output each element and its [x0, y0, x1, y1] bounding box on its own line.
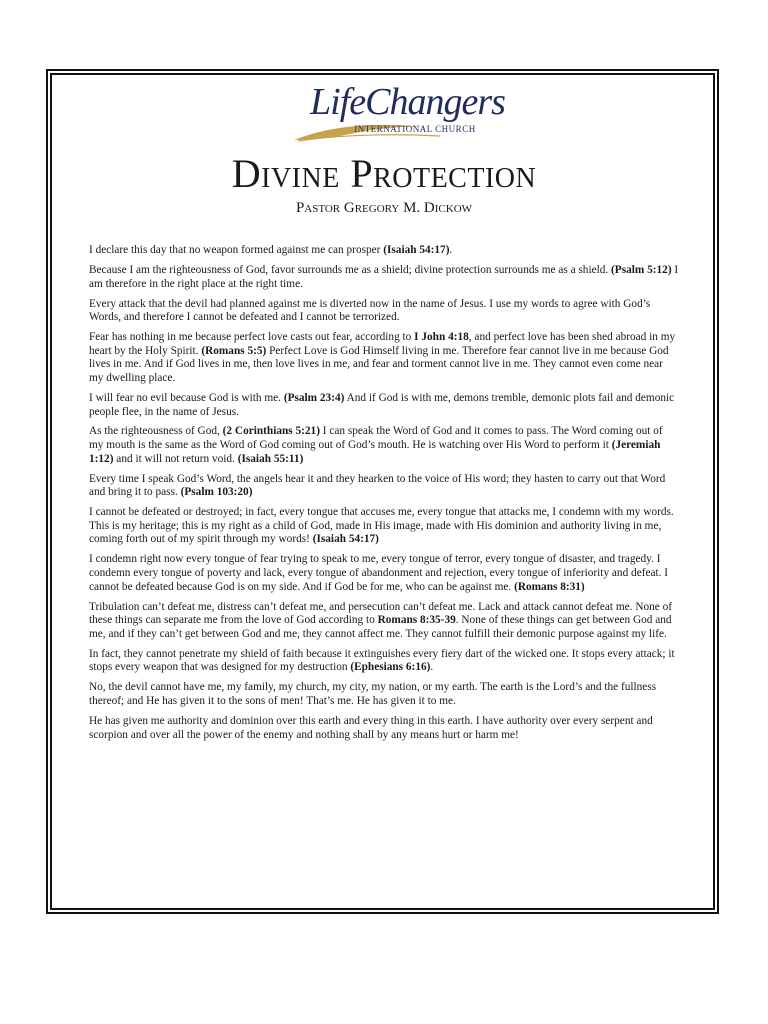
- logo-subtitle: INTERNATIONAL CHURCH: [354, 124, 476, 134]
- scripture-reference: (Romans 8:31): [514, 580, 585, 593]
- scripture-reference: (Romans 5:5): [201, 344, 267, 357]
- church-logo: [290, 80, 505, 148]
- paragraph-11: [89, 648, 679, 675]
- paragraph-text: Fear has nothing in me because perfect love casts out fear, according to: [89, 331, 415, 344]
- author-line: Pastor Gregory M. Dickow: [295, 200, 473, 216]
- paragraph-text: Perfect Love is God Himself living in me. Therefore fear cannot live in me because God lives in me. And if God lives in me, then love lives in me, and fear and torment cannot live in me. They cannot even come near my dwelling place.: [89, 344, 669, 384]
- paragraph-text: I am therefore in the right place at the right time.: [89, 263, 679, 290]
- paragraph-6: [89, 425, 679, 466]
- paragraph-7: [89, 473, 679, 500]
- paragraph-text: No, the devil cannot have me, my family, my church, my city, my nation, or my earth. The earth is the Lord’s and the fullness thereof; and He has given it to the sons of men! That’s me. He has given it to me.: [89, 681, 657, 707]
- paragraph-text: .: [449, 244, 453, 256]
- scripture-reference: I John 4:18: [414, 331, 469, 344]
- scripture-reference: (2 Corinthians 5:21): [222, 425, 320, 438]
- scripture-reference: (Isaiah 54:17): [383, 244, 450, 256]
- paragraph-text: I will fear no evil because God is with me.: [89, 391, 284, 404]
- scripture-reference: (Isaiah 55:11): [237, 452, 304, 465]
- paragraph-text: And if God is with me, demons tremble, demonic plots fail and demonic people flee, in the name of Jesus.: [89, 391, 675, 418]
- scripture-reference: (Psalm 5:12): [611, 263, 672, 276]
- paragraph-text: , and perfect love has been shed abroad in my heart by the Holy Spirit.: [89, 331, 676, 357]
- paragraph-4: [89, 331, 679, 385]
- paragraph-text: . None of these things can get between God and me, and if they can’t get between God and me, they cannot affect me. They cannot fulfill their demonic purpose against my life.: [89, 614, 672, 640]
- logo-wordmark: LifeChangers: [310, 81, 505, 123]
- paragraph-2: [89, 264, 679, 291]
- scripture-reference: (Ephesians 6:16): [350, 661, 431, 674]
- paragraph-text: I condemn right now every tongue of fear trying to speak to me, every tongue of terror, every tongue of disaster, and tragedy. I condemn every tongue of poverty and lack, every tongue of abandonment and rejection, every tongue of inferiority and defeat. I cannot be defeated because God is on my side. And if God be for me, who can be against me.: [89, 553, 669, 593]
- paragraph-text: Tribulation can’t defeat me, distress can’t defeat me, and persecution can’t defeat me. Lack and attack cannot defeat me. None of these things can separate me from the love of God according to: [89, 600, 673, 627]
- paragraph-8: [89, 506, 679, 547]
- scripture-reference: (Jeremiah 1:12): [89, 439, 661, 465]
- confession-body: [89, 244, 679, 748]
- page-title: Divine Protection: [231, 151, 537, 196]
- paragraph-1: [89, 244, 679, 258]
- paragraph-3: [89, 298, 679, 325]
- scripture-reference: (Psalm 23:4): [283, 391, 345, 404]
- paragraph-text: I cannot be defeated or destroyed; in fact, every tongue that accuses me, every tongue that attacks me, I condemn with my words. This is my heritage; this is my right as a child of God, made in His image, made with His dominion and authority living in me, coming forth out of my spirit through my words!: [89, 506, 674, 546]
- paragraph-text: Because I am the righteousness of God, favor surrounds me as a shield; divine protection surrounds me as a shield.: [89, 263, 612, 276]
- scripture-reference: Romans 8:35-39: [377, 614, 456, 627]
- paragraph-text: Every attack that the devil had planned against me is diverted now in the name of Jesus. I use my words to agree with God’s Words, and therefore I cannot be defeated and I cannot be terrorized.: [89, 297, 651, 324]
- paragraph-text: .: [430, 661, 434, 674]
- paragraph-13: [89, 715, 679, 742]
- paragraph-text: and it will not return void.: [113, 452, 238, 465]
- paragraph-text: He has given me authority and dominion over this earth and every thing in this earth. I have authority over every serpent and scorpion and over all the power of the enemy and nothing shall by any means hurt or harm me!: [89, 714, 653, 741]
- scripture-reference: (Isaiah 54:17): [312, 533, 379, 546]
- paragraph-9: [89, 553, 679, 594]
- paragraph-text: In fact, they cannot penetrate my shield of faith because it extinguishes every fiery dart of the wicked one. It stops every attack; it stops every weapon that was designed for my destruction: [89, 647, 675, 674]
- scripture-reference: (Psalm 103:20): [180, 486, 253, 499]
- paragraph-text: I declare this day that no weapon formed against me can prosper: [89, 244, 384, 256]
- paragraph-text: As the righteousness of God,: [89, 425, 223, 438]
- paragraph-10: [89, 601, 679, 642]
- paragraph-5: [89, 392, 679, 419]
- paragraph-text: I can speak the Word of God and it comes to pass. The Word coming out of my mouth is the same as the Word of God coming out of God’s mouth. He is watching over His Word to perform it: [89, 425, 663, 452]
- paragraph-12: [89, 681, 679, 708]
- paragraph-text: Every time I speak God’s Word, the angels hear it and they hearken to the voice of His word; they hasten to carry out that Word and bring it to pass.: [89, 472, 666, 499]
